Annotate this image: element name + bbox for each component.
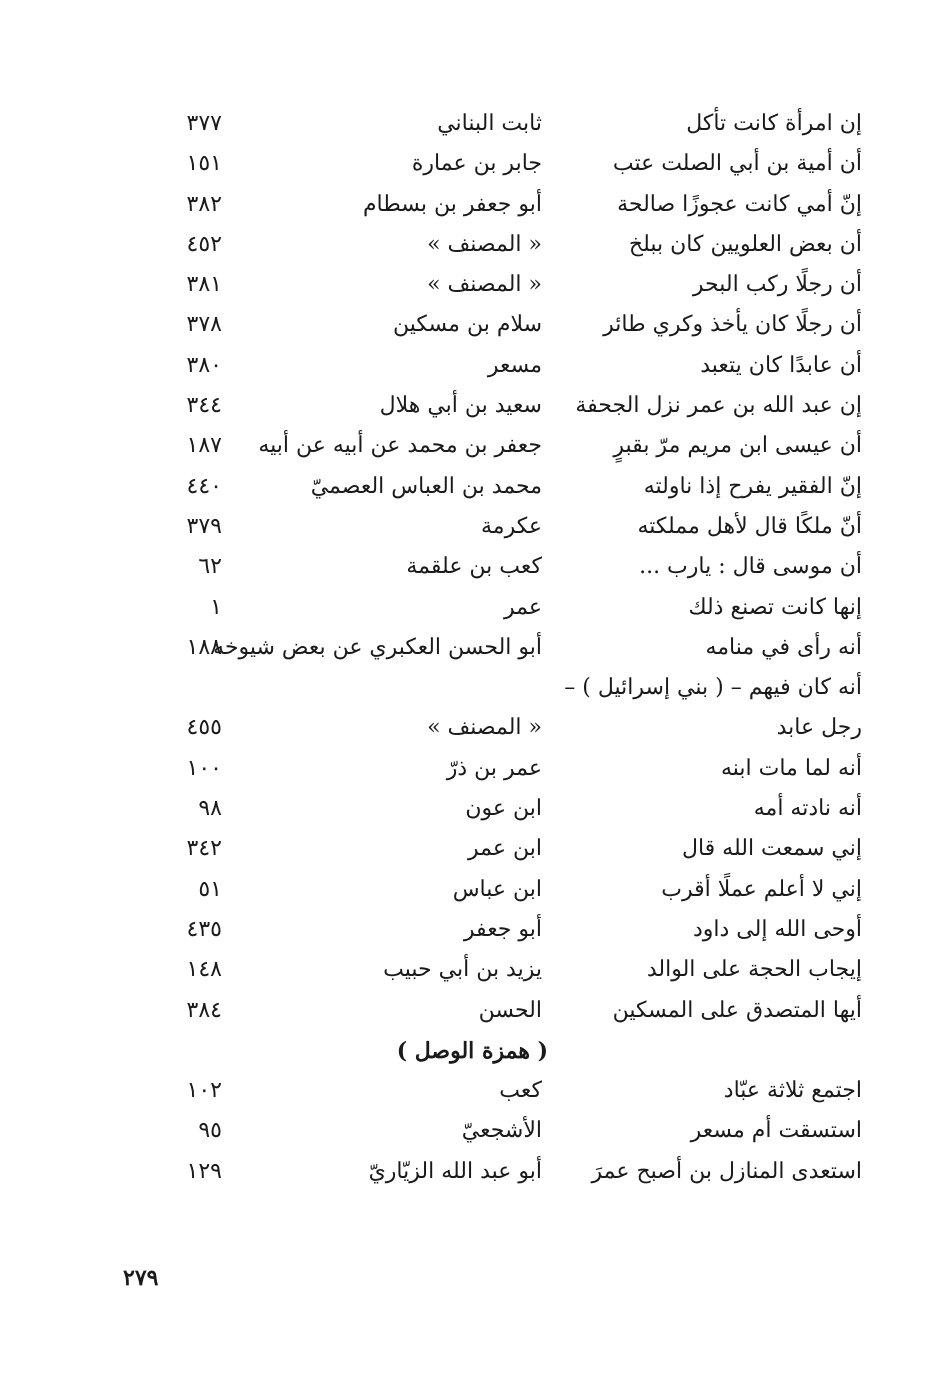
page-reference: ٣٧٧: [186, 111, 222, 136]
page-reference: ٣٨١: [186, 272, 222, 298]
section-heading-label: ( همزة الوصل ): [396, 1037, 548, 1064]
index-row: [140, 1152, 870, 1192]
narrator-name: سلام بن مسكين: [393, 312, 542, 338]
index-row: [140, 386, 870, 426]
hadith-opening-text: أنه نادته أمه: [753, 796, 862, 822]
hadith-opening-text: إنها كانت تصنع ذلك: [688, 594, 862, 620]
hadith-opening-text: إني لا أعلم عملًا أقرب: [661, 876, 862, 902]
hadith-opening-text: أن بعض العلويين كان ببلخ: [628, 231, 862, 257]
narrator-name: « المصنف »: [427, 715, 542, 741]
hadith-opening-text: إن عبد الله بن عمر نزل الجحفة: [575, 393, 862, 419]
narrator-name: عكرمة: [481, 513, 542, 539]
page-reference: ٩٨: [198, 796, 222, 822]
page-reference: ٩٥: [198, 1118, 222, 1144]
hadith-opening-text: أنه كان فيهم – ( بني إسرائيل ) –: [564, 675, 862, 701]
index-row: [140, 265, 870, 305]
page-reference: ١٥١: [186, 151, 222, 177]
hadith-index-list: [140, 104, 870, 1192]
index-row: [140, 346, 870, 386]
hadith-opening-text: إن امرأة كانت تأكل: [686, 111, 862, 136]
hadith-opening-text: إيجاب الحجة على الوالد: [646, 957, 862, 983]
narrator-name: كعب بن علقمة: [406, 554, 542, 580]
narrator-name: عمر: [504, 594, 542, 620]
index-row: [140, 749, 870, 789]
page-reference: ١٠٠: [186, 755, 222, 781]
page-reference: ٥١: [198, 876, 222, 902]
page-reference: ٤٥٥: [186, 715, 222, 741]
page-reference: ١٨٧: [186, 433, 222, 459]
index-group-hamzat-wasl: [140, 1071, 870, 1192]
hadith-opening-text: أنه لما مات ابنه: [720, 755, 862, 781]
narrator-name: جابر بن عمارة: [411, 151, 542, 177]
narrator-name: ابن عباس: [452, 876, 542, 902]
narrator-name: « المصنف »: [427, 272, 542, 298]
page-reference: ٣٧٩: [186, 513, 222, 539]
page-reference: ٣٨٤: [186, 997, 222, 1023]
narrator-name: « المصنف »: [427, 231, 542, 257]
index-row: [140, 185, 870, 225]
hadith-opening-text: أن عيسى ابن مريم مرّ بقبرٍ: [613, 433, 862, 459]
page-reference: ٣٧٨: [186, 312, 222, 338]
hadith-opening-text: أنه رأى في منامه: [705, 634, 862, 660]
page-reference: ٦٢: [198, 554, 222, 580]
index-row: [140, 225, 870, 265]
index-row: [140, 991, 870, 1031]
narrator-name: الأشجعيّ: [461, 1118, 542, 1144]
page-reference: ٣٤٤: [186, 393, 222, 419]
index-row: [140, 628, 870, 668]
index-row: [140, 910, 870, 950]
index-row: [140, 547, 870, 587]
page-reference: ١: [210, 594, 222, 620]
page-reference: ١٤٨: [186, 957, 222, 983]
page-reference: ٤٤٠: [186, 473, 222, 499]
hadith-opening-text: اجتمع ثلاثة عبّاد: [723, 1078, 862, 1104]
index-row: [140, 507, 870, 547]
page-number: ٢٧٩: [123, 1265, 159, 1291]
narrator-name: الحسن: [478, 997, 542, 1023]
section-heading: [140, 1031, 870, 1071]
index-row: [140, 467, 870, 507]
narrator-name: أبو عبد الله الزيّاريّ: [368, 1158, 542, 1184]
narrator-name: أبو الحسن العكبري عن بعض شيوخه: [213, 634, 542, 660]
page-reference: ٤٣٥: [186, 916, 222, 942]
hadith-opening-text: إنّ الفقير يفرح إذا ناولته: [643, 473, 862, 499]
page-reference: ٤٥٢: [186, 231, 222, 257]
narrator-name: كعب: [499, 1078, 542, 1104]
hadith-opening-text: استعدى المنازل بن أصبح عمرَ: [591, 1158, 862, 1184]
index-row: [140, 1111, 870, 1151]
hadith-opening-text: أن أمية بن أبي الصلت عتب: [612, 151, 862, 177]
index-group-hamzat-qat: [140, 104, 870, 1031]
index-row: [140, 144, 870, 184]
narrator-name: يزيد بن أبي حبيب: [383, 957, 542, 983]
hadith-opening-text: إنّ أمي كانت عجوزًا صالحة: [617, 191, 862, 217]
narrator-name: أبو جعفر بن بسطام: [362, 191, 542, 217]
index-row: [140, 870, 870, 910]
narrator-name: ثابت البناني: [437, 111, 542, 136]
hadith-opening-text: أن رجلًا ركب البحر: [692, 272, 862, 298]
hadith-opening-text: أوحى الله إلى داود: [692, 916, 862, 942]
page-reference: ١٨٨: [186, 634, 222, 660]
narrator-name: عمر بن ذرّ: [446, 755, 542, 781]
hadith-opening-text: إني سمعت الله قال: [681, 836, 862, 862]
index-row: [140, 708, 870, 748]
index-row: [140, 426, 870, 466]
narrator-name: جعفر بن محمد عن أبيه عن أبيه: [258, 433, 542, 459]
narrator-name: محمد بن العباس العصميّ: [310, 473, 542, 499]
narrator-name: ابن عون: [465, 796, 542, 822]
page-reference: ١٠٢: [186, 1078, 222, 1104]
page-reference: ١٢٩: [186, 1158, 222, 1184]
page-reference: ٣٤٢: [186, 836, 222, 862]
index-row: [140, 829, 870, 869]
hadith-opening-text: أن عابدًا كان يتعبد: [700, 352, 862, 378]
index-row: [140, 668, 870, 708]
index-row: [140, 588, 870, 628]
page-reference: ٣٨٢: [186, 191, 222, 217]
narrator-name: سعيد بن أبي هلال: [379, 393, 542, 419]
hadith-opening-text: أن موسى قال : يارب ...: [639, 554, 862, 580]
hadith-opening-text: استسقت أم مسعر: [690, 1118, 862, 1144]
page-reference: ٣٨٠: [186, 352, 222, 378]
index-row: [140, 104, 870, 144]
hadith-opening-text: أن رجلًا كان يأخذ وكري طائر: [603, 312, 862, 338]
hadith-opening-text: رجل عابد: [776, 715, 862, 741]
hadith-opening-text: أنّ ملكًا قال لأهل مملكته: [637, 513, 862, 539]
index-row: [140, 305, 870, 345]
narrator-name: أبو جعفر: [463, 916, 542, 942]
index-row: [140, 789, 870, 829]
index-row: [140, 1071, 870, 1111]
hadith-opening-text: أيها المتصدق على المسكين: [612, 997, 862, 1023]
narrator-name: ابن عمر: [468, 836, 542, 862]
index-row: [140, 950, 870, 990]
narrator-name: مسعر: [487, 352, 542, 378]
